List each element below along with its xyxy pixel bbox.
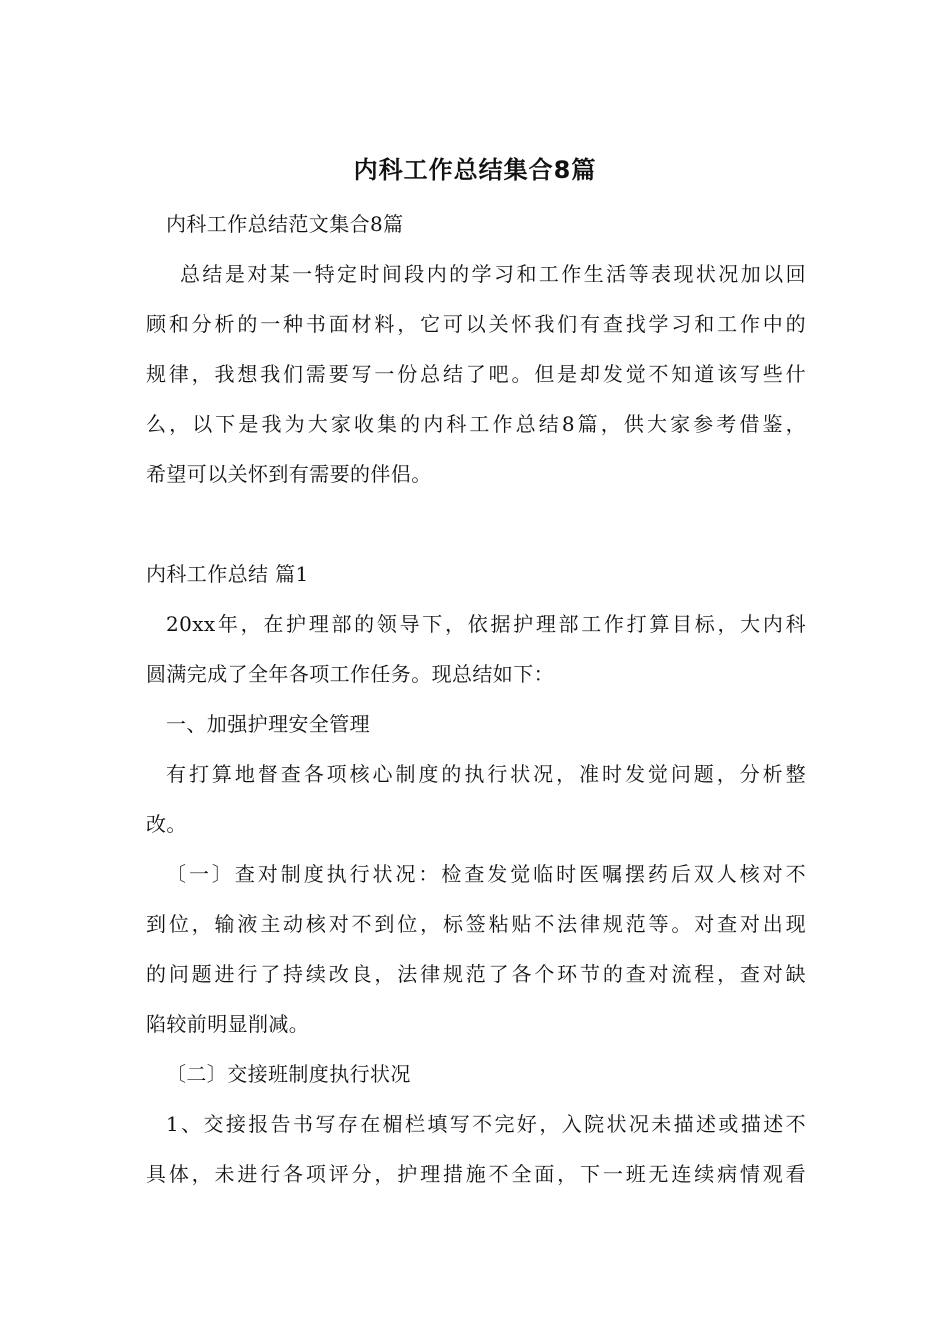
- document-title: 内科工作总结集合8篇: [353, 156, 597, 184]
- paragraph-line: 的问题进行了持续改良，法律规范了各个环节的查对流程，查对缺: [146, 962, 806, 986]
- paragraph-line: 顾和分析的一种书面材料，它可以关怀我们有查找学习和工作中的: [146, 312, 806, 336]
- paragraph-line: 到位，输液主动核对不到位，标签粘贴不法律规范等。对查对出现: [146, 912, 806, 936]
- paragraph-line: 20xx年，在护理部的领导下，依据护理部工作打算目标，大内科: [166, 612, 806, 636]
- subsection-heading: 一、加强护理安全管理: [166, 712, 370, 736]
- section-heading: 内科工作总结 篇1: [146, 562, 309, 586]
- paragraph-line: 〔一〕查对制度执行状况：检查发觉临时医嘱摆药后双人核对不: [166, 862, 806, 886]
- subtitle-line: 内科工作总结范文集合8篇: [166, 212, 404, 236]
- paragraph-line: 总结是对某一特定时间段内的学习和工作生活等表现状况加以回: [180, 262, 806, 286]
- paragraph-line: 改。: [146, 812, 187, 836]
- paragraph-line: 1、交接报告书写存在楣栏填写不完好，入院状况未描述或描述不: [166, 1112, 806, 1136]
- paragraph-line: 规律，我想我们需要写一份总结了吧。但是却发觉不知道该写些什: [146, 362, 806, 386]
- paragraph-line: 么，以下是我为大家收集的内科工作总结8篇，供大家参考借鉴，: [146, 412, 806, 436]
- subsection-heading: 〔二〕交接班制度执行状况: [166, 1062, 411, 1086]
- paragraph-line: 具体，未进行各项评分，护理措施不全面，下一班无连续病情观看: [146, 1162, 806, 1186]
- paragraph-line: 有打算地督查各项核心制度的执行状况，准时发觉问题，分析整: [166, 762, 806, 786]
- paragraph-line: 圆满完成了全年各项工作任务。现总结如下：: [146, 662, 554, 686]
- paragraph-line: 希望可以关怀到有需要的伴侣。: [146, 462, 432, 486]
- paragraph-line: 陷较前明显削减。: [146, 1012, 310, 1036]
